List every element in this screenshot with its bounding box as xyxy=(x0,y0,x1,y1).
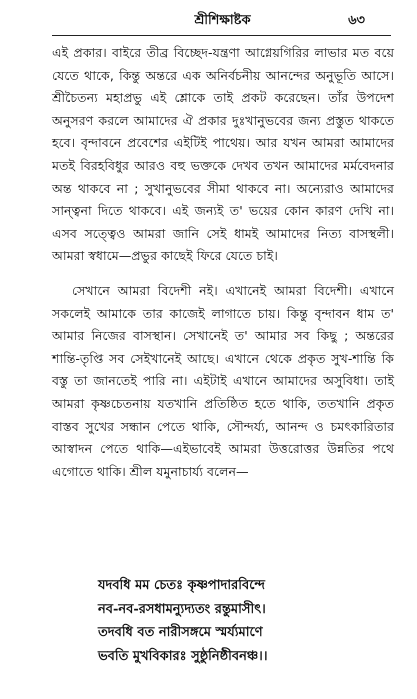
page-number: ৬৩ xyxy=(348,13,365,28)
verse-line-3: তদবধি বত নারীসঙ্গমে স্মর্য্যমাণে xyxy=(98,625,263,640)
running-header xyxy=(50,10,395,32)
verse-line-2: নব-নব-রসধামন্যুদ্যতং রন্তুমাসীৎ। xyxy=(98,601,266,617)
verse-line-4: ভবতি মুখবিকারঃ সুষ্ঠুনিষ্ঠীবনঞ্চ।। xyxy=(98,648,268,664)
verse-line-1: যদবধি মম চেতঃ কৃষ্ণপাদারবিন্দে xyxy=(98,578,265,593)
body-text xyxy=(52,42,394,483)
sanskrit-verse xyxy=(98,574,398,668)
header-title: শ্রীশিক্ষাষ্টক xyxy=(194,13,251,28)
header-rule xyxy=(52,35,391,36)
paragraph-2: সেখানে আমরা বিদেশী নই। এখানেই আমরা বিদেশী। এখানে সকলেই আমাকে তার কাজেই লাগাতে চায়। কিন্তু বৃন্দাবন ধাম ত' আমার নিজের বাসস্থান। সেখানেই ত' আমার সব কিছু ; অন্তরের শান্তি-তৃপ্তি সব সেইখানেই আছে। এখানে থেকে প্রকৃত সুখ-শান্তি কি বস্তু তা জানতেই পারি না। এইটাই এখানে আমাদের অসুবিধা। তাই আমরা কৃষ্ণচেতনায় যতখানি প্রতিষ্ঠিত হতে থাকি, ততখানি প্রকৃত বাস্তব সুখের সন্ধান পেতে থাকি, সৌন্দর্য্য, আনন্দ ও চমৎকারিতার আস্বাদন পেতে থাকি—এইভাবেই আমরা উত্তরোত্তর উন্নতির পথে এগোতে থাকি। শ্রীল যমুনাচার্য্য বলেন— xyxy=(52,282,394,479)
paragraph-1: এই প্রকার। বাইরে তীব্র বিচ্ছেদ-যন্ত্রণা আগ্নেয়গিরির লাভার মত বয়ে যেতে থাকে, কিন্তু অন্তরে এক অনির্বচনীয় আনন্দের অনুভূতি আসে। শ্রীচৈতন্য মহাপ্রভু এই শ্লোকে তাই প্রকট করেছেন। তাঁর উপদেশ অনুসরণ করলে আমাদের ঐ প্রকার দুঃখানুভবের জন্য প্রস্তুত থাকতে হবে। বৃন্দাবনে প্রবেশের এইটিই পাথেয়। আর যখন আমরা আমাদের মতই বিরহবিধুর আরও বহু ভক্তকে দেখব তখন আমাদের মর্মবেদনার অন্ত থাকবে না ; সুখানুভবের সীমা থাকবে না। অন্যেরাও আমাদের সান্ত্বনা দিতে থাকবে। এই জন্যই ত' ভয়ের কোন কারণ দেখি না। এসব সত্ত্বেও আমরা জানি সেই ধামই আমাদের নিত্য বাসস্থলী। আমরা স্বধামে—প্রভুর কাছেই ফিরে যেতে চাই। xyxy=(52,45,394,264)
